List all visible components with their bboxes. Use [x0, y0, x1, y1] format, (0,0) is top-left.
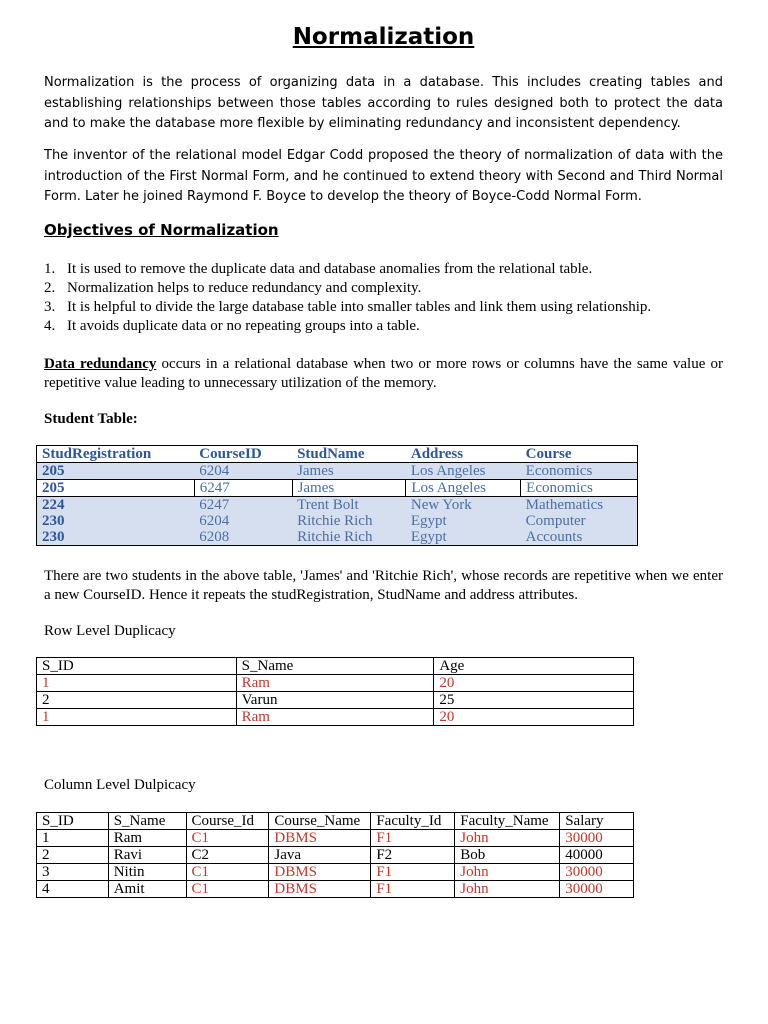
table-header-row	[37, 813, 634, 830]
table-cell: Los Angeles	[406, 480, 521, 497]
table-cell: 6204	[194, 463, 292, 480]
table-header: Course	[521, 446, 638, 463]
table-row	[37, 881, 634, 898]
table-header: Faculty_Id	[371, 813, 455, 830]
table-cell: Ram	[108, 830, 186, 847]
table-header-row	[37, 658, 634, 675]
table-cell: 205	[37, 480, 195, 497]
table-cell: Ravi	[108, 847, 186, 864]
student-table	[36, 445, 638, 546]
table-cell: 6204	[194, 513, 292, 529]
table-cell: John	[455, 830, 560, 847]
table-cell: DBMS	[269, 830, 371, 847]
table-cell: Ram	[236, 709, 434, 726]
list-item: 4. It avoids duplicate data or no repeating groups into a table.	[44, 318, 420, 334]
intro-paragraph-1: Normalization is the process of organizing data in a database. This includes creating tables and establishing relationships between those tables according to rules designed both to protect the data and to make the database more flexible by eliminating redundancy and inconsistent dependency.	[44, 75, 723, 131]
table-cell: Bob	[455, 847, 560, 864]
table-cell: 6247	[194, 497, 292, 514]
redundancy-paragraph	[44, 355, 723, 393]
table-header: S_ID	[37, 658, 237, 675]
table-cell: F1	[371, 881, 455, 898]
table-row	[37, 864, 634, 881]
table-cell: James	[292, 463, 406, 480]
table-cell: 25	[434, 692, 634, 709]
table-cell: DBMS	[269, 864, 371, 881]
objectives-heading: Objectives of Normalization	[44, 221, 279, 239]
table-cell: 230	[37, 529, 195, 546]
objectives-list	[44, 260, 651, 336]
table-cell: 2	[37, 692, 237, 709]
list-item: 1. It is used to remove the duplicate data and database anomalies from the relational table.	[44, 261, 593, 277]
table-cell: 224	[37, 497, 195, 514]
table-header-row	[37, 446, 638, 463]
table-cell: Economics	[521, 480, 638, 497]
table-cell: Java	[269, 847, 371, 864]
table-cell: New York	[406, 497, 521, 514]
table-cell: 205	[37, 463, 195, 480]
list-item: 2. Normalization helps to reduce redundancy and complexity.	[44, 280, 422, 296]
table-cell: Ritchie Rich	[292, 513, 406, 529]
table-header: Address	[406, 446, 521, 463]
student-table-label: Student Table:	[44, 411, 138, 427]
table-cell: Amit	[108, 881, 186, 898]
table-cell: F1	[371, 830, 455, 847]
table-cell: John	[455, 881, 560, 898]
table-cell: Varun	[236, 692, 434, 709]
table-header: CourseID	[194, 446, 292, 463]
table-cell: 1	[37, 830, 109, 847]
table-cell: 230	[37, 513, 195, 529]
table-header: StudName	[292, 446, 406, 463]
table-cell: 30000	[560, 830, 634, 847]
table-row	[37, 847, 634, 864]
table-header: Salary	[560, 813, 634, 830]
table-cell: James	[292, 480, 406, 497]
table-cell: Computer	[521, 513, 638, 529]
table-cell: DBMS	[269, 881, 371, 898]
table-row	[37, 675, 634, 692]
table-cell: Ram	[236, 675, 434, 692]
redundancy-term: Data redundancy	[44, 356, 157, 372]
table-cell: C1	[186, 864, 269, 881]
table-header: S_Name	[108, 813, 186, 830]
table-cell: 6208	[194, 529, 292, 546]
table-header: Course_Name	[269, 813, 371, 830]
list-item: 3. It is helpful to divide the large database table into smaller tables and link them using relationship.	[44, 299, 652, 315]
table-header: Course_Id	[186, 813, 269, 830]
table-cell: 40000	[560, 847, 634, 864]
table-cell: F2	[371, 847, 455, 864]
table-cell: 1	[37, 709, 237, 726]
table-cell: 20	[434, 675, 634, 692]
table-cell: C1	[186, 881, 269, 898]
table-cell: 4	[37, 881, 109, 898]
table-row	[37, 463, 638, 480]
table-header: S_Name	[236, 658, 434, 675]
column-level-label: Column Level Dulpicacy	[44, 777, 196, 793]
table-cell: Nitin	[108, 864, 186, 881]
table-cell: 20	[434, 709, 634, 726]
table-cell: 30000	[560, 881, 634, 898]
row-level-table	[36, 657, 634, 726]
table-row	[37, 513, 638, 529]
table-row	[37, 692, 634, 709]
table-cell: 3	[37, 864, 109, 881]
table-cell: 1	[37, 675, 237, 692]
table-row	[37, 709, 634, 726]
table-cell: 2	[37, 847, 109, 864]
table-cell: Mathematics	[521, 497, 638, 514]
table-cell: Los Angeles	[406, 463, 521, 480]
student-table-explanation: There are two students in the above table, 'James' and 'Ritchie Rich', whose records are repetitive when we enter a new CourseID. Hence it repeats the studRegistration, StudName and address attributes.	[44, 568, 723, 603]
intro-paragraph-2: The inventor of the relational model Edgar Codd proposed the theory of normalization of data with the introduction of the First Normal Form, and he continued to extend theory with Second and Third Normal Form. Later he joined Raymond F. Boyce to develop the theory of Boyce-Codd Normal Form.	[44, 148, 723, 204]
table-cell: 6247	[194, 480, 292, 497]
table-cell: Egypt	[406, 513, 521, 529]
table-cell: Egypt	[406, 529, 521, 546]
table-header: StudRegistration	[37, 446, 195, 463]
table-cell: 30000	[560, 864, 634, 881]
table-header: Age	[434, 658, 634, 675]
table-cell: C2	[186, 847, 269, 864]
table-row	[37, 529, 638, 546]
table-cell: Economics	[521, 463, 638, 480]
table-cell: Accounts	[521, 529, 638, 546]
table-row	[37, 480, 638, 497]
table-row	[37, 497, 638, 514]
table-cell: Trent Bolt	[292, 497, 406, 514]
table-row	[37, 830, 634, 847]
page-title: Normalization	[292, 24, 475, 50]
table-cell: C1	[186, 830, 269, 847]
column-level-table	[36, 812, 634, 898]
redundancy-definition: occurs in a relational database when two or more rows or columns have the same value or repetitive value leading to unnecessary utilization of the memory.	[44, 356, 724, 391]
table-header: S_ID	[37, 813, 109, 830]
table-cell: F1	[371, 864, 455, 881]
table-cell: John	[455, 864, 560, 881]
table-cell: Ritchie Rich	[292, 529, 406, 546]
row-level-label: Row Level Duplicacy	[44, 623, 176, 639]
table-header: Faculty_Name	[455, 813, 560, 830]
